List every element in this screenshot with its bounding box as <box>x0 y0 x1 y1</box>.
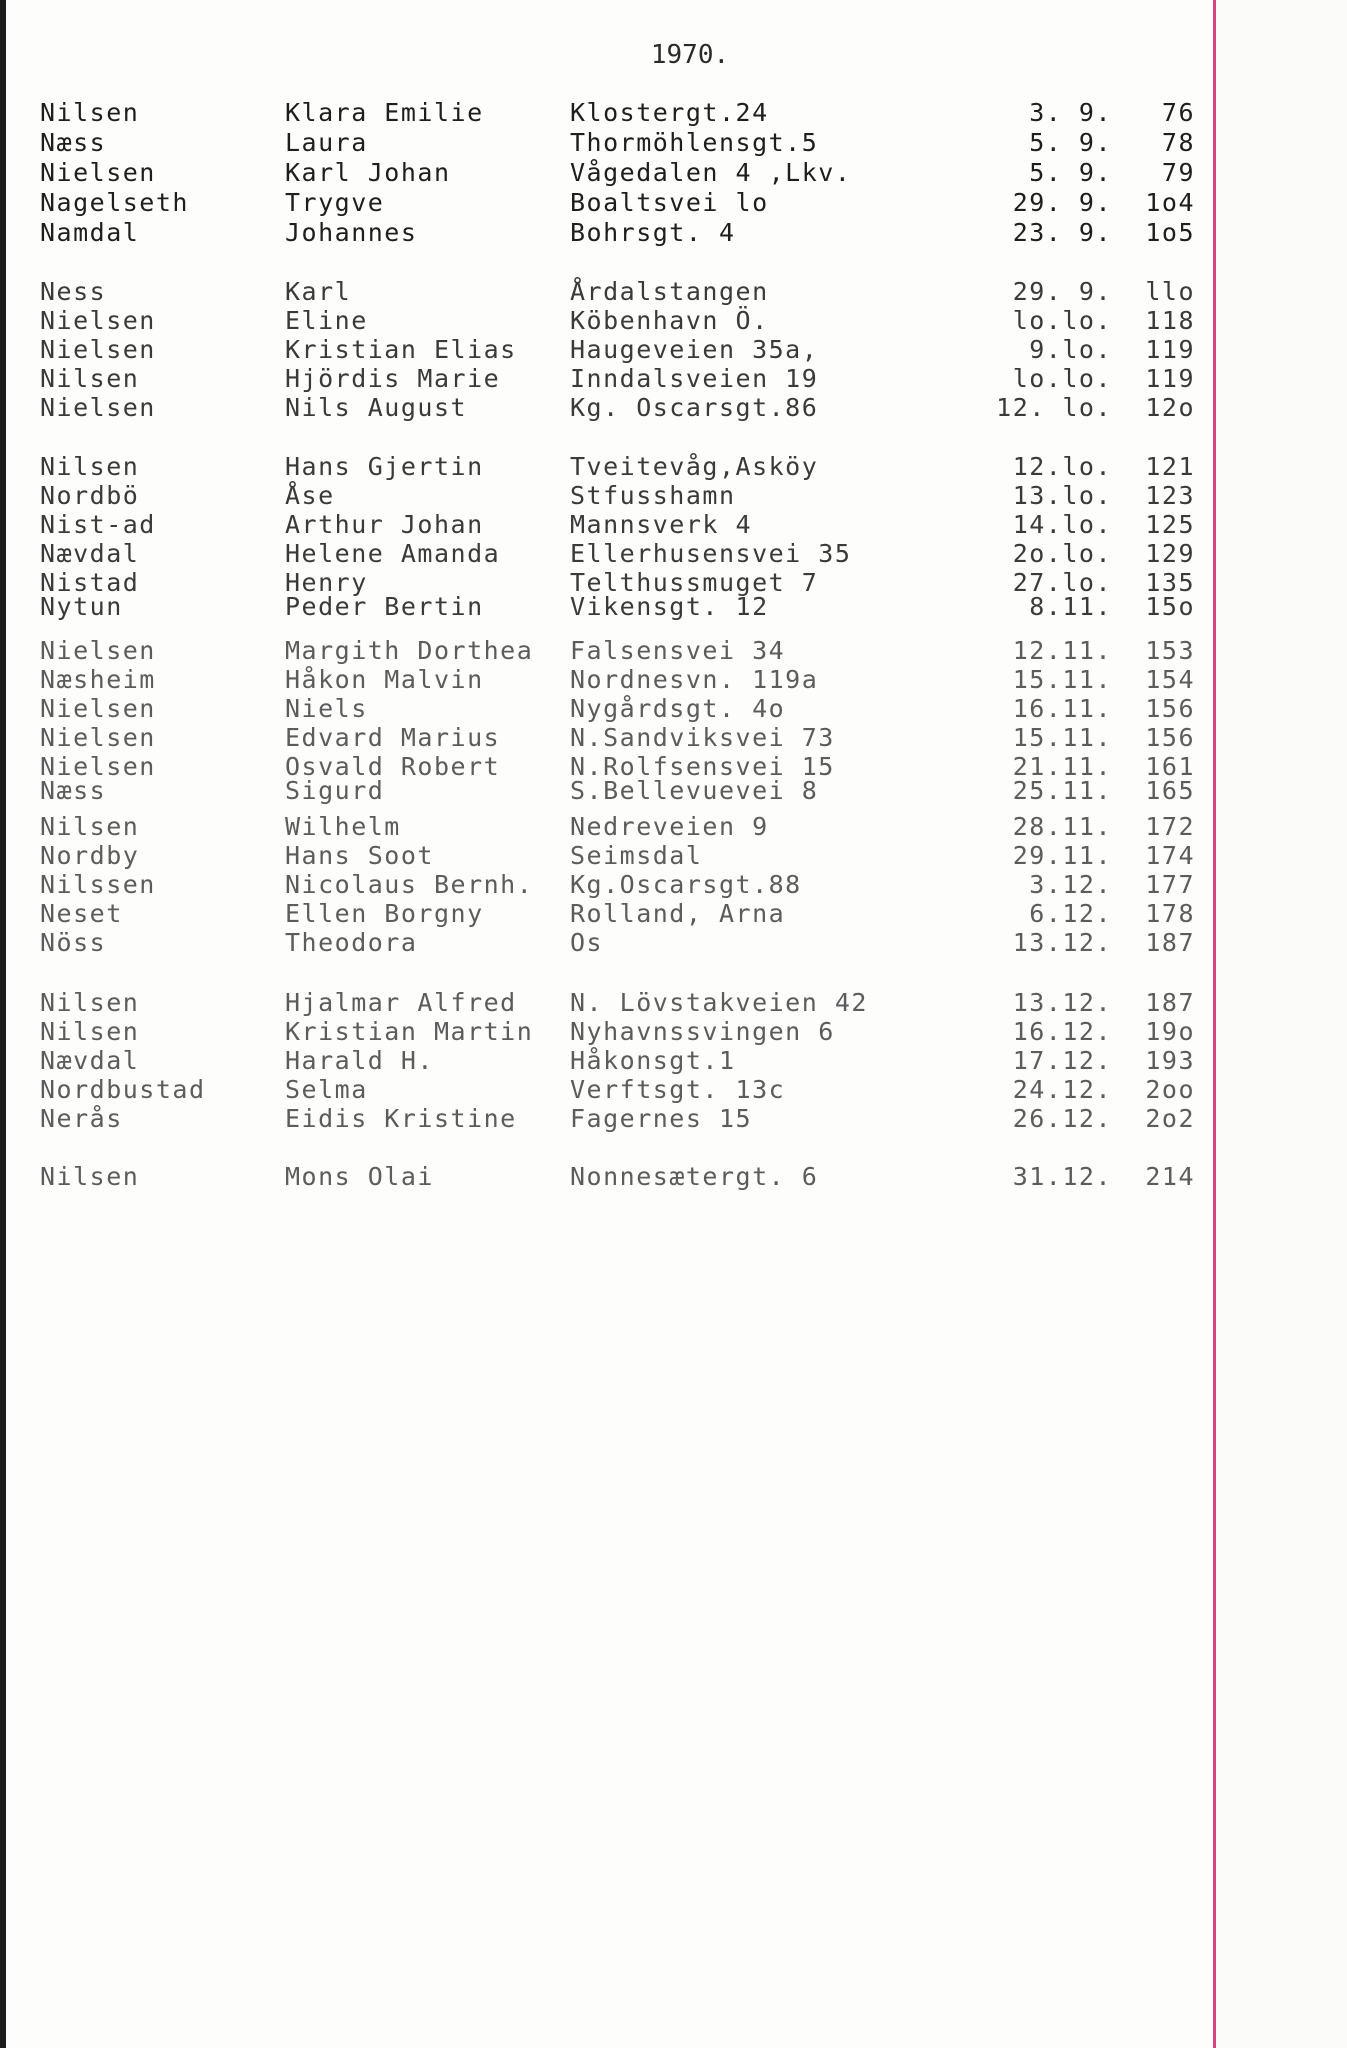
date: 21.11. <box>1012 752 1112 781</box>
address: Köbenhavn Ö. <box>570 306 769 335</box>
entry-number: 123 <box>1145 481 1195 510</box>
surname: Nistad <box>40 568 140 597</box>
register-row <box>0 188 1210 218</box>
entry-number: 214 <box>1145 1162 1195 1191</box>
given-name: Margith Dorthea <box>285 636 534 665</box>
address: Nordnesvn. 119a <box>570 665 819 694</box>
date: 5. 9. <box>1029 128 1112 157</box>
entry-number: 156 <box>1145 723 1195 752</box>
date: 29. 9. <box>1012 188 1112 217</box>
surname: Nordby <box>40 841 140 870</box>
address: Fagernes 15 <box>570 1104 753 1133</box>
register-row <box>0 1162 1210 1192</box>
surname: Nilsen <box>40 98 140 127</box>
address: Mannsverk 4 <box>570 510 753 539</box>
address: Nonnesætergt. 6 <box>570 1162 819 1191</box>
address: N.Sandviksvei 73 <box>570 723 835 752</box>
entry-number: 172 <box>1145 812 1195 841</box>
surname: Nagelseth <box>40 188 189 217</box>
given-name: Eline <box>285 306 368 335</box>
address: Stfusshamn <box>570 481 736 510</box>
given-name: Hjalmar Alfred <box>285 988 517 1017</box>
surname: Nilsen <box>40 364 140 393</box>
surname: Nordbustad <box>40 1075 206 1104</box>
given-name: Sigurd <box>285 776 385 805</box>
given-name: Karl Johan <box>285 158 451 187</box>
register-row <box>0 988 1210 1018</box>
register-row <box>0 510 1210 540</box>
address: S.Bellevuevei 8 <box>570 776 819 805</box>
given-name: Karl <box>285 277 352 306</box>
given-name: Åse <box>285 481 335 510</box>
date: 8.11. <box>1029 592 1112 621</box>
surname: Nöss <box>40 928 107 957</box>
address: N.Rolfsensvei 15 <box>570 752 835 781</box>
given-name: Trygve <box>285 188 385 217</box>
given-name: Hans Gjertin <box>285 452 484 481</box>
given-name: Helene Amanda <box>285 539 501 568</box>
register-row <box>0 592 1210 622</box>
address: Tveitevåg,Asköy <box>570 452 819 481</box>
address: Vågedalen 4 ,Lkv. <box>570 158 852 187</box>
surname: Ness <box>40 277 107 306</box>
given-name: Håkon Malvin <box>285 665 484 694</box>
entry-number: 174 <box>1145 841 1195 870</box>
entry-number: 154 <box>1145 665 1195 694</box>
entry-number: 178 <box>1145 899 1195 928</box>
date: 31.12. <box>1012 1162 1112 1191</box>
entry-number: 76 <box>1161 98 1195 127</box>
date: 26.12. <box>1012 1104 1112 1133</box>
register-row <box>0 665 1210 695</box>
surname: Næss <box>40 128 107 157</box>
address: Seimsdal <box>570 841 703 870</box>
register-row <box>0 1104 1210 1134</box>
entry-number: 119 <box>1145 364 1195 393</box>
register-row <box>0 452 1210 482</box>
register-row <box>0 128 1210 158</box>
address: Nygårdsgt. 4o <box>570 694 786 723</box>
address: N. Lövstakveien 42 <box>570 988 868 1017</box>
given-name: Hans Soot <box>285 841 434 870</box>
register-row <box>0 636 1210 666</box>
given-name: Theodora <box>285 928 418 957</box>
given-name: Wilhelm <box>285 812 401 841</box>
given-name: Niels <box>285 694 368 723</box>
date: 13.lo. <box>1012 481 1112 510</box>
surname: Nytun <box>40 592 123 621</box>
register-row <box>0 899 1210 929</box>
address: Boaltsvei lo <box>570 188 769 217</box>
address: Os <box>570 928 604 957</box>
address: Falsensvei 34 <box>570 636 786 665</box>
date: 12.lo. <box>1012 452 1112 481</box>
register-row <box>0 723 1210 753</box>
date: 12.11. <box>1012 636 1112 665</box>
entry-number: 125 <box>1145 510 1195 539</box>
surname: Nielsen <box>40 636 156 665</box>
given-name: Harald H. <box>285 1046 434 1075</box>
surname: Nilsen <box>40 812 140 841</box>
date: 13.12. <box>1012 988 1112 1017</box>
given-name: Laura <box>285 128 368 157</box>
address: Rolland, Arna <box>570 899 786 928</box>
date: 25.11. <box>1012 776 1112 805</box>
entry-number: 135 <box>1145 568 1195 597</box>
date: 5. 9. <box>1029 158 1112 187</box>
margin-rule-line <box>1213 0 1216 2048</box>
given-name: Henry <box>285 568 368 597</box>
date: 16.11. <box>1012 694 1112 723</box>
given-name: Kristian Martin <box>285 1017 534 1046</box>
date: 3. 9. <box>1029 98 1112 127</box>
surname: Nilsen <box>40 1017 140 1046</box>
page-title-year: 1970. <box>650 40 730 70</box>
register-row <box>0 539 1210 569</box>
address: Bohrsgt. 4 <box>570 218 736 247</box>
surname: Nilsen <box>40 1162 140 1191</box>
address: Håkonsgt.1 <box>570 1046 736 1075</box>
date: 29.11. <box>1012 841 1112 870</box>
register-row <box>0 776 1210 806</box>
date: lo.lo. <box>1012 306 1112 335</box>
surname: Nielsen <box>40 335 156 364</box>
given-name: Eidis Kristine <box>285 1104 517 1133</box>
surname: Neset <box>40 899 123 928</box>
address: Vikensgt. 12 <box>570 592 769 621</box>
given-name: Johannes <box>285 218 418 247</box>
given-name: Edvard Marius <box>285 723 501 752</box>
address: Ellerhusensvei 35 <box>570 539 852 568</box>
entry-number: 165 <box>1145 776 1195 805</box>
date: 23. 9. <box>1012 218 1112 247</box>
surname: Nilsen <box>40 452 140 481</box>
register-row <box>0 812 1210 842</box>
page-right-margin <box>1216 0 1347 2048</box>
date: 27.lo. <box>1012 568 1112 597</box>
surname: Nilssen <box>40 870 156 899</box>
surname: Nielsen <box>40 694 156 723</box>
entry-number: 12o <box>1145 393 1195 422</box>
surname: Nielsen <box>40 752 156 781</box>
register-row <box>0 694 1210 724</box>
register-row <box>0 98 1210 128</box>
entry-number: 15o <box>1145 592 1195 621</box>
entry-number: 2oo <box>1145 1075 1195 1104</box>
date: 16.12. <box>1012 1017 1112 1046</box>
register-row <box>0 928 1210 958</box>
surname: Namdal <box>40 218 140 247</box>
entry-number: 193 <box>1145 1046 1195 1075</box>
entry-number: 156 <box>1145 694 1195 723</box>
entry-number: 161 <box>1145 752 1195 781</box>
register-row <box>0 481 1210 511</box>
surname: Nerås <box>40 1104 123 1133</box>
date: 24.12. <box>1012 1075 1112 1104</box>
given-name: Nicolaus Bernh. <box>285 870 534 899</box>
address: Thormöhlensgt.5 <box>570 128 819 157</box>
entry-number: 19o <box>1145 1017 1195 1046</box>
address: Klostergt.24 <box>570 98 769 127</box>
date: 14.lo. <box>1012 510 1112 539</box>
register-row <box>0 1017 1210 1047</box>
surname: Nist-ad <box>40 510 156 539</box>
given-name: Selma <box>285 1075 368 1104</box>
entry-number: 2o2 <box>1145 1104 1195 1133</box>
given-name: Kristian Elias <box>285 335 517 364</box>
address: Kg.Oscarsgt.88 <box>570 870 802 899</box>
address: Nyhavnssvingen 6 <box>570 1017 835 1046</box>
register-row <box>0 277 1210 307</box>
date: 29. 9. <box>1012 277 1112 306</box>
date: 13.12. <box>1012 928 1112 957</box>
given-name: Arthur Johan <box>285 510 484 539</box>
surname: Nævdal <box>40 539 140 568</box>
address: Inndalsveien 19 <box>570 364 819 393</box>
surname: Nielsen <box>40 393 156 422</box>
address: Verftsgt. 13c <box>570 1075 786 1104</box>
address: Kg. Oscarsgt.86 <box>570 393 819 422</box>
entry-number: 79 <box>1161 158 1195 187</box>
address: Haugeveien 35a, <box>570 335 819 364</box>
register-row <box>0 393 1210 423</box>
register-row <box>0 218 1210 248</box>
date: 17.12. <box>1012 1046 1112 1075</box>
register-row <box>0 870 1210 900</box>
given-name: Ellen Borgny <box>285 899 484 928</box>
given-name: Osvald Robert <box>285 752 501 781</box>
entry-number: llo <box>1145 277 1195 306</box>
register-row <box>0 364 1210 394</box>
given-name: Mons Olai <box>285 1162 434 1191</box>
date: 15.11. <box>1012 723 1112 752</box>
entry-number: 177 <box>1145 870 1195 899</box>
surname: Nævdal <box>40 1046 140 1075</box>
surname: Nordbö <box>40 481 140 510</box>
surname: Nielsen <box>40 723 156 752</box>
date: 6.12. <box>1029 899 1112 928</box>
given-name: Peder Bertin <box>285 592 484 621</box>
register-row <box>0 841 1210 871</box>
entry-number: 187 <box>1145 928 1195 957</box>
entry-number: 121 <box>1145 452 1195 481</box>
date: 9.lo. <box>1029 335 1112 364</box>
given-name: Nils August <box>285 393 468 422</box>
register-row <box>0 306 1210 336</box>
date: 3.12. <box>1029 870 1112 899</box>
date: 2o.lo. <box>1012 539 1112 568</box>
surname: Næss <box>40 776 107 805</box>
entry-number: 129 <box>1145 539 1195 568</box>
entry-number: 187 <box>1145 988 1195 1017</box>
entry-number: 1o4 <box>1145 188 1195 217</box>
given-name: Hjördis Marie <box>285 364 501 393</box>
given-name: Klara Emilie <box>285 98 484 127</box>
register-row <box>0 158 1210 188</box>
address: Nedreveien 9 <box>570 812 769 841</box>
date: 15.11. <box>1012 665 1112 694</box>
entry-number: 153 <box>1145 636 1195 665</box>
surname: Nielsen <box>40 306 156 335</box>
date: 12. lo. <box>996 393 1112 422</box>
address: Telthussmuget 7 <box>570 568 819 597</box>
date: lo.lo. <box>1012 364 1112 393</box>
surname: Næsheim <box>40 665 156 694</box>
entry-number: 119 <box>1145 335 1195 364</box>
date: 28.11. <box>1012 812 1112 841</box>
address: Årdalstangen <box>570 277 769 306</box>
surname: Nilsen <box>40 988 140 1017</box>
register-row <box>0 1075 1210 1105</box>
entry-number: 118 <box>1145 306 1195 335</box>
entry-number: 1o5 <box>1145 218 1195 247</box>
surname: Nielsen <box>40 158 156 187</box>
register-row <box>0 335 1210 365</box>
register-row <box>0 1046 1210 1076</box>
entry-number: 78 <box>1161 128 1195 157</box>
